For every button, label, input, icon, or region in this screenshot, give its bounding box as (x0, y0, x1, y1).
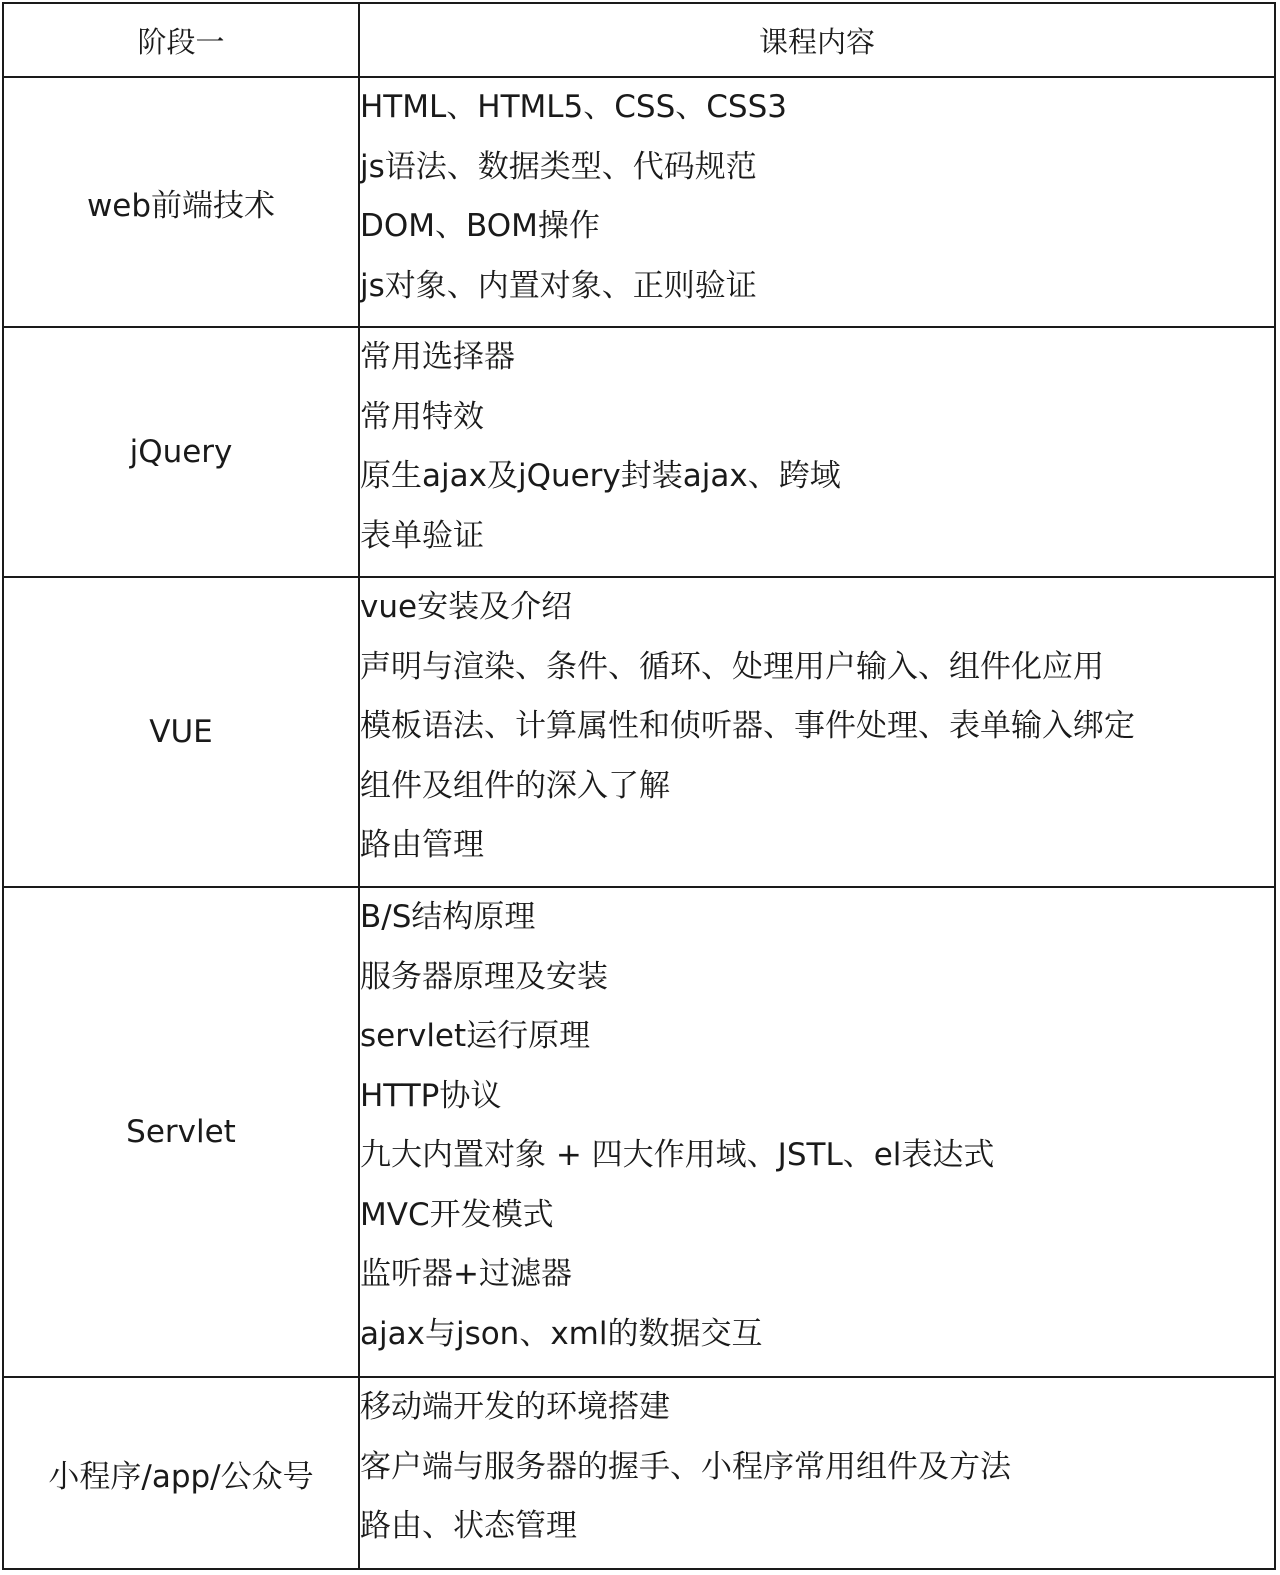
content-item: 表单验证 (360, 517, 484, 554)
content-item: DOM、BOM操作 (360, 208, 600, 244)
table-header-row (3, 3, 1275, 77)
content-item: 模板语法、计算属性和侦听器、事件处理、表单输入绑定 (360, 708, 1135, 744)
content-list (359, 1377, 1275, 1569)
content-item: HTML、HTML5、CSS、CSS3 (360, 89, 787, 125)
content-item: 服务器原理及安装 (360, 958, 608, 995)
content-item: ajax与json、xml的数据交互 (360, 1315, 763, 1352)
content-item: 常用选择器 (360, 339, 515, 375)
content-item: B/S结构原理 (360, 899, 536, 935)
stage-name: Servlet (3, 887, 359, 1377)
content-list (359, 327, 1275, 577)
content-item: MVC开发模式 (360, 1196, 554, 1233)
content-list (359, 577, 1275, 887)
content-item: HTTP协议 (360, 1077, 502, 1114)
table-row (3, 577, 1275, 887)
content-list (359, 887, 1275, 1377)
table-row (3, 77, 1275, 327)
content-item: 监听器+过滤器 (360, 1256, 572, 1292)
content-list (359, 77, 1275, 327)
header-content: 课程内容 (359, 3, 1275, 77)
stage-name: web前端技术 (3, 77, 359, 327)
content-item: 常用特效 (360, 398, 484, 435)
content-item: 客户端与服务器的握手、小程序常用组件及方法 (360, 1448, 1011, 1485)
curriculum-table (2, 2, 1276, 1570)
stage-name: jQuery (3, 327, 359, 577)
content-item: 组件及组件的深入了解 (360, 767, 670, 804)
content-item: 路由、状态管理 (360, 1508, 577, 1544)
header-stage: 阶段一 (3, 3, 359, 77)
content-item: 路由管理 (360, 827, 484, 863)
content-item: js语法、数据类型、代码规范 (360, 148, 757, 185)
content-item: 九大内置对象 + 四大作用域、JSTL、el表达式 (360, 1137, 995, 1173)
content-item: js对象、内置对象、正则验证 (360, 267, 757, 304)
content-item: vue安装及介绍 (360, 589, 573, 625)
content-item: 移动端开发的环境搭建 (360, 1389, 670, 1425)
content-item: 原生ajax及jQuery封装ajax、跨域 (360, 458, 841, 494)
table-row (3, 887, 1275, 1377)
table-row (3, 1377, 1275, 1569)
content-item: 声明与渲染、条件、循环、处理用户输入、组件化应用 (360, 648, 1104, 685)
content-item: servlet运行原理 (360, 1018, 591, 1054)
table-row (3, 327, 1275, 577)
stage-name: 小程序/app/公众号 (3, 1377, 359, 1569)
stage-name: VUE (3, 577, 359, 887)
